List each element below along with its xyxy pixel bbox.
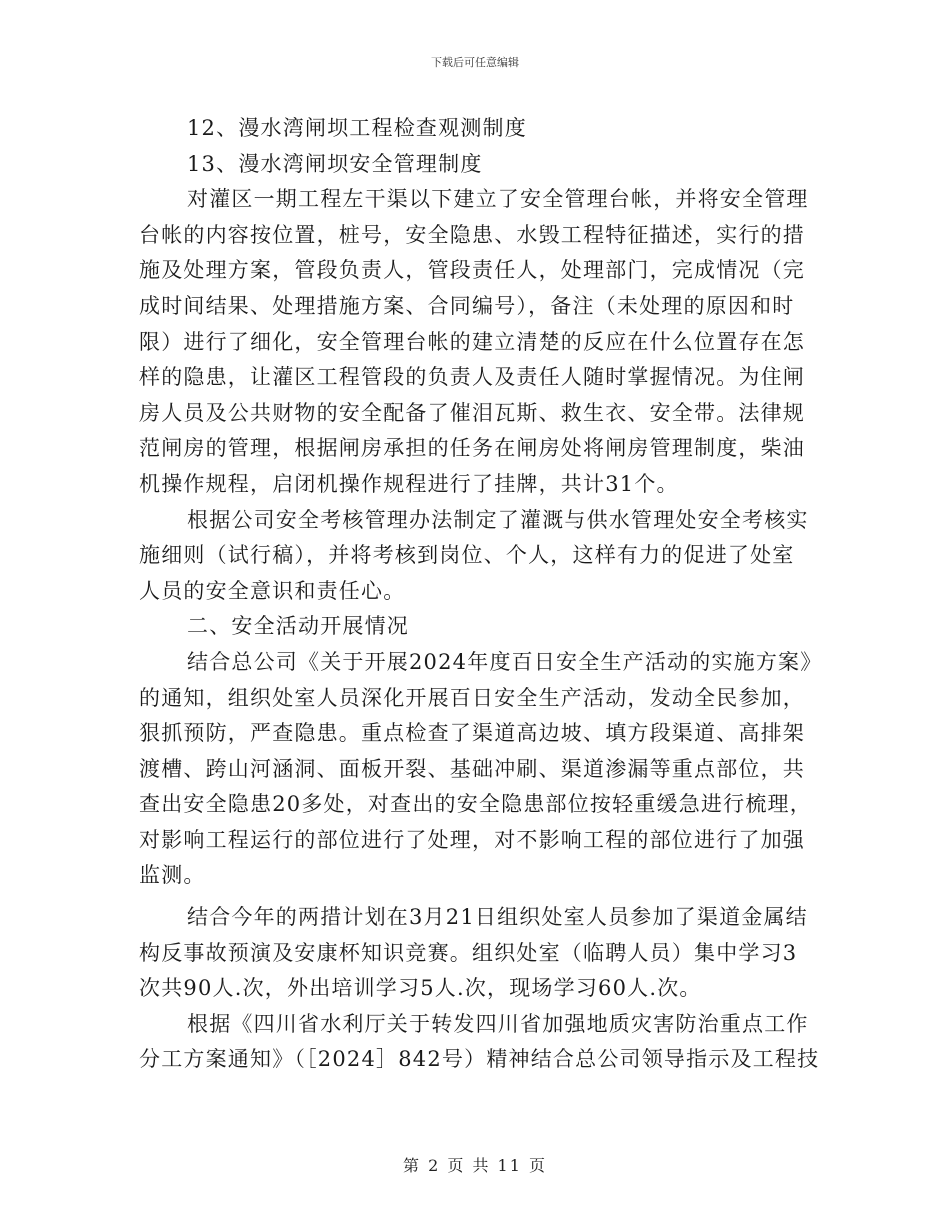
text-line: 样的隐患，让灌区工程管段的负责人及责任人随时掌握情况。为住闸 — [139, 365, 805, 390]
text-line: 根据《四川省水利厅关于转发四川省加强地质灾害防治重点工作 — [187, 1011, 809, 1036]
text-line: 限）进行了细化，安全管理台帐的建立清楚的反应在什么位置存在怎 — [139, 329, 805, 354]
document-body — [139, 111, 823, 1078]
text-line: 台帐的内容按位置，桩号，安全隐患、水毁工程特征描述，实行的措 — [139, 222, 805, 247]
text-line: 对灌区一期工程左干渠以下建立了安全管理台帐，并将安全管理 — [187, 187, 809, 212]
text-line: 分工方案通知》（［2024］842号）精神结合总公司领导指示及工程技 — [139, 1047, 820, 1072]
text-line: 13、漫水湾闸坝安全管理制度 — [187, 151, 483, 176]
section-heading: 二、安全活动开展情况 — [187, 614, 409, 639]
text-line: 监测。 — [139, 863, 206, 888]
text-line: 机操作规程，启闭机操作规程进行了挂牌，共计31个。 — [139, 471, 679, 496]
text-line: 结合总公司《关于开展2024年度百日安全生产活动的实施方案》 — [187, 649, 823, 674]
text-line: 范闸房的管理，根据闸房承担的任务在闸房处将闸房管理制度，柴油 — [139, 436, 805, 461]
text-line: 结合今年的两措计划在3月21日组织处室人员参加了渠道金属结 — [187, 905, 808, 930]
text-line: 对影响工程运行的部位进行了处理，对不影响工程的部位进行了加强 — [139, 827, 805, 852]
text-line: 12、漫水湾闸坝工程检查观测制度 — [187, 116, 527, 140]
text-line: 的通知，组织处室人员深化开展百日安全生产活动，发动全民参加， — [139, 685, 805, 710]
text-line: 房人员及公共财物的安全配备了催泪瓦斯、救生衣、安全带。法律规 — [139, 400, 805, 425]
text-line: 施细则（试行稿），并将考核到岗位、个人，这样有力的促进了处室 — [139, 543, 795, 568]
text-line: 查出安全隐患20多处，对查出的安全隐患部位按轻重缓急进行梳理， — [139, 792, 812, 817]
text-line: 渡槽、跨山河涵洞、面板开裂、基础冲刷、渠道渗漏等重点部位，共 — [139, 756, 805, 781]
page-header-note: 下载后可任意编辑 — [431, 56, 519, 69]
page-number-footer: 第 2 页 共 11 页 — [403, 1156, 547, 1175]
text-line: 施及处理方案，管段负责人，管段责任人，处理部门，完成情况（完 — [139, 258, 805, 283]
text-line: 根据公司安全考核管理办法制定了灌溉与供水管理处安全考核实 — [187, 507, 809, 532]
text-line: 构反事故预演及安康杯知识竞赛。组织处室（临聘人员）集中学习3 — [139, 940, 798, 965]
text-line: 次共90人.次，外出培训学习5人.次，现场学习60人.次。 — [139, 976, 702, 1001]
text-line: 成时间结果、处理措施方案、合同编号），备注（未处理的原因和时 — [139, 293, 795, 318]
text-line: 人员的安全意识和责任心。 — [139, 578, 406, 603]
text-line: 狠抓预防，严查隐患。重点检查了渠道高边坡、填方段渠道、高排架 — [139, 721, 805, 746]
